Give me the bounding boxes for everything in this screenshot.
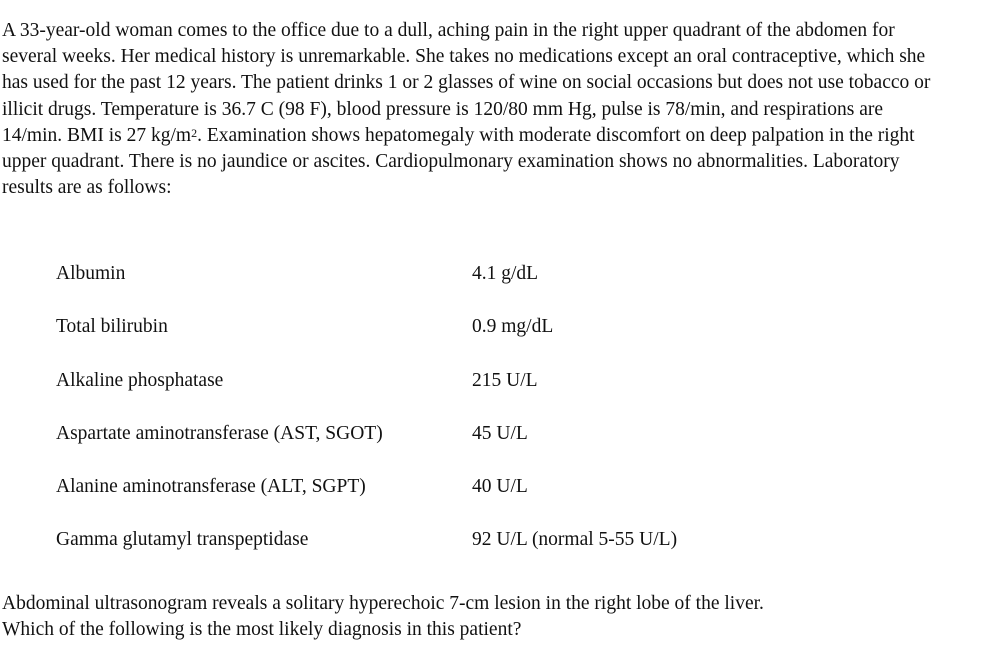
ultrasound-finding: Abdominal ultrasonogram reveals a solitary hyperechoic 7-cm lesion in the right lobe of the liver. bbox=[2, 593, 764, 614]
lab-value: 45 U/L bbox=[472, 422, 528, 444]
question-prompt bbox=[2, 591, 962, 642]
lab-row-alt bbox=[56, 474, 956, 527]
lab-name: Alkaline phosphatase bbox=[56, 369, 224, 391]
lab-name: Albumin bbox=[56, 263, 126, 284]
lab-name: Total bilirubin bbox=[56, 316, 168, 338]
lab-results-table bbox=[56, 261, 956, 581]
case-stem bbox=[2, 18, 932, 201]
lab-name: Alanine aminotransferase (ALT, SGPT) bbox=[56, 476, 366, 498]
lab-value: 0.9 mg/dL bbox=[472, 316, 554, 338]
case-stem-text-continued: . Examination shows hepatomegaly with moderate discomfort on deep palpation in the right upper quadrant. There is no jaundice or ascites. Cardiopulmonary examination shows no abnormalities. Laboratory results are as follows: bbox=[2, 124, 915, 199]
lab-name: Aspartate aminotransferase (AST, SGOT) bbox=[56, 422, 383, 444]
lab-row-total-bilirubin bbox=[56, 314, 956, 367]
question-text: Which of the following is the most likely diagnosis in this patient? bbox=[2, 618, 522, 640]
lab-row-albumin bbox=[56, 261, 956, 314]
lab-row-ggt bbox=[56, 527, 956, 580]
lab-row-alkaline-phosphatase bbox=[56, 368, 956, 421]
bmi-unit-superscript: 2 bbox=[191, 125, 198, 140]
lab-value: 4.1 g/dL bbox=[472, 263, 539, 284]
lab-value: 92 U/L (normal 5-55 U/L) bbox=[472, 529, 678, 551]
lab-value: 215 U/L bbox=[472, 369, 538, 391]
case-stem-text: A 33-year-old woman comes to the office due to a dull, aching pain in the right upper quadrant of the abdomen for several weeks. Her medical history is unremarkable. She takes no medications except an oral contraceptive, which she has used for the past 12 years. The patient drinks 1 or 2 glasses of wine on social occasions but does not use tobacco or illicit drugs. Temperature is 36.7 C (98 F), blood pressure is 120/80 mm Hg, pulse is 78/min, and respirations are 14/min. BMI is 27 kg/m bbox=[2, 20, 931, 146]
lab-value: 40 U/L bbox=[472, 476, 528, 498]
lab-row-ast bbox=[56, 421, 956, 474]
lab-name: Gamma glutamyl transpeptidase bbox=[56, 529, 309, 551]
